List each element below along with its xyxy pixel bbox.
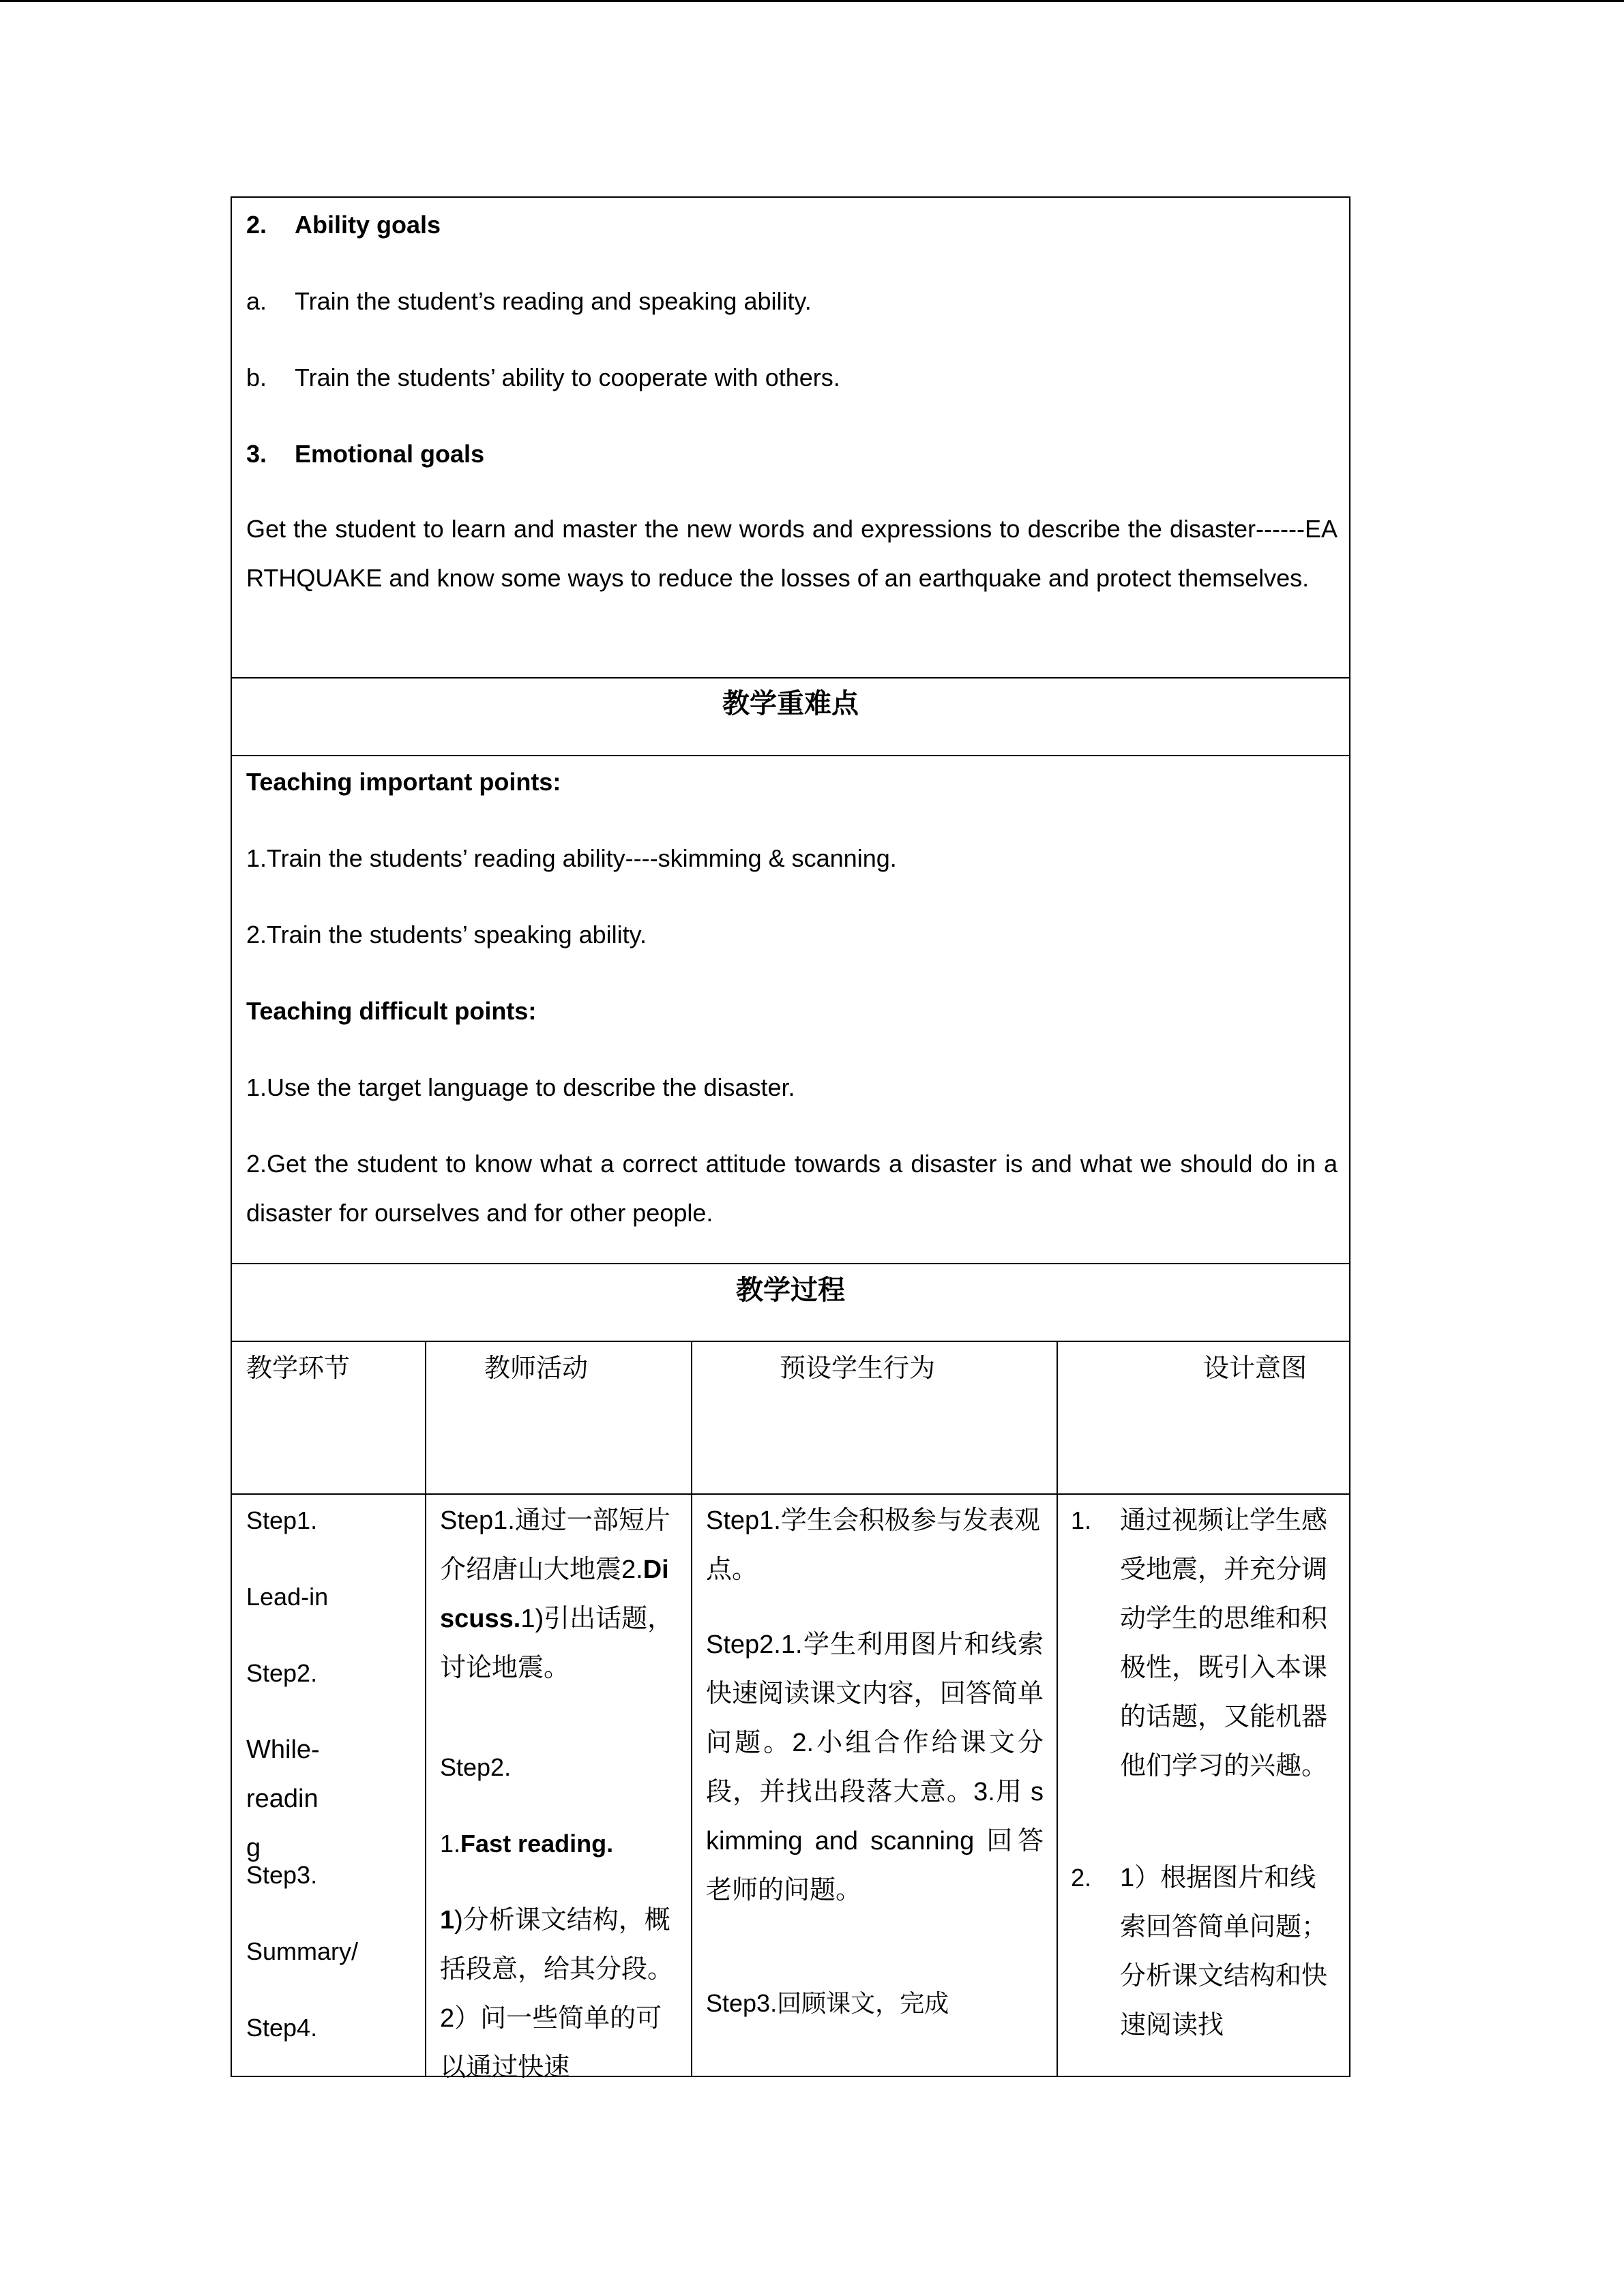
stage-while-reading: While-reading	[246, 1735, 320, 1862]
column-divider	[691, 1341, 692, 2077]
emotional-heading-number: 3.	[246, 440, 267, 468]
header-teacher-activity: 教师活动	[484, 1353, 589, 1383]
divider	[232, 755, 1349, 756]
teacher-activity-step2: Step2.	[440, 1753, 512, 1781]
ability-item-b: Train the students’ ability to cooperate with others.	[295, 363, 840, 391]
process-title: 教学过程	[736, 1275, 845, 1305]
difficult-point-1: 1.Use the target language to describe the disaster.	[246, 1073, 795, 1101]
student-behavior-2: Step2.1.学生利用图片和线索快速阅读课文内容，回答简单问题。2.小组合作给课文分段，并找出段落大意。3.用 skimming and scanning 回答老师的问题。	[706, 1630, 1044, 1905]
teacher-activity-analysis	[440, 1896, 675, 2092]
page-top-border	[0, 0, 1624, 2]
ability-item-b-label: b.	[246, 363, 267, 391]
header-stage: 教学环节	[246, 1353, 351, 1383]
key-points-title: 教学重难点	[722, 689, 859, 719]
stage-step2: Step2.	[246, 1659, 318, 1687]
stage-step1: Step1.	[246, 1506, 318, 1534]
stage-step4: Step4.	[246, 2014, 318, 2042]
purpose-item-2: 1）根据图片和线索回答简单问题；分析课文结构和快速阅读找	[1120, 1864, 1328, 2040]
header-design-purpose: 设计意图	[1203, 1353, 1308, 1383]
ability-heading-number: 2.	[246, 211, 267, 239]
difficult-points-heading: Teaching difficult points:	[246, 997, 537, 1025]
ability-item-a-label: a.	[246, 287, 267, 315]
ability-item-a: Train the student’s reading and speaking ability.	[295, 287, 812, 315]
analysis-number: 1	[440, 1906, 455, 1935]
teacher-activity-1-bold: Discuss.	[440, 1555, 669, 1633]
emotional-goals-text: Get the student to learn and master the new words and expressions to describe the disaster------EARTHQUAKE and know some ways to reduce the losses of an earthquake and protect themselves.	[246, 515, 1338, 592]
teacher-activity-1	[440, 1496, 675, 1693]
divider	[232, 1263, 1349, 1264]
important-point-1: 1.Train the students’ reading ability----skimming & scanning.	[246, 844, 897, 872]
column-divider	[425, 1341, 426, 2077]
student-behavior-3: Step3.回顾课文，完成	[706, 1989, 949, 2017]
teacher-activity-1-rest: 1)引出话题，讨论地震。	[440, 1605, 674, 1682]
teacher-activity-fast-reading	[440, 1819, 613, 1868]
stage-lead-in: Lead-in	[246, 1583, 329, 1611]
fast-reading-label: Fast reading.	[460, 1830, 614, 1858]
column-divider	[1057, 1341, 1058, 2077]
header-student-behavior: 预设学生行为	[780, 1353, 936, 1383]
purpose-item-1-number: 1.	[1071, 1506, 1092, 1534]
divider	[232, 677, 1349, 679]
important-point-2: 2.Train the students’ speaking ability.	[246, 921, 647, 949]
difficult-point-2: 2.Get the student to know what a correct attitude towards a disaster is and what we should do in a disaster for ourselves and for other people.	[246, 1150, 1338, 1227]
purpose-item-1: 通过视频让学生感受地震，并充分调动学生的思维和积极性，既引入本课的话题，又能机器他们学习的兴趣。	[1120, 1506, 1328, 1780]
stage-summary: Summary/	[246, 1937, 359, 1965]
divider	[232, 1493, 1349, 1495]
ability-heading: Ability goals	[295, 211, 441, 239]
stage-step3: Step3.	[246, 1861, 318, 1889]
teacher-activity-1-text: Step1.通过一部短片介绍唐山大地震2.	[440, 1506, 670, 1584]
fast-reading-number: 1.	[440, 1830, 461, 1858]
analysis-text: )分析课文结构，概括段意，给其分段。2）问一些简单的可以通过快速	[440, 1906, 674, 2082]
purpose-item-2-number: 2.	[1071, 1864, 1092, 1892]
divider	[232, 1341, 1349, 1342]
lesson-plan-table	[231, 196, 1350, 2082]
emotional-heading: Emotional goals	[295, 440, 485, 468]
important-points-heading: Teaching important points:	[246, 768, 561, 796]
student-behavior-1: Step1.学生会积极参与发表观点。	[706, 1506, 1040, 1584]
